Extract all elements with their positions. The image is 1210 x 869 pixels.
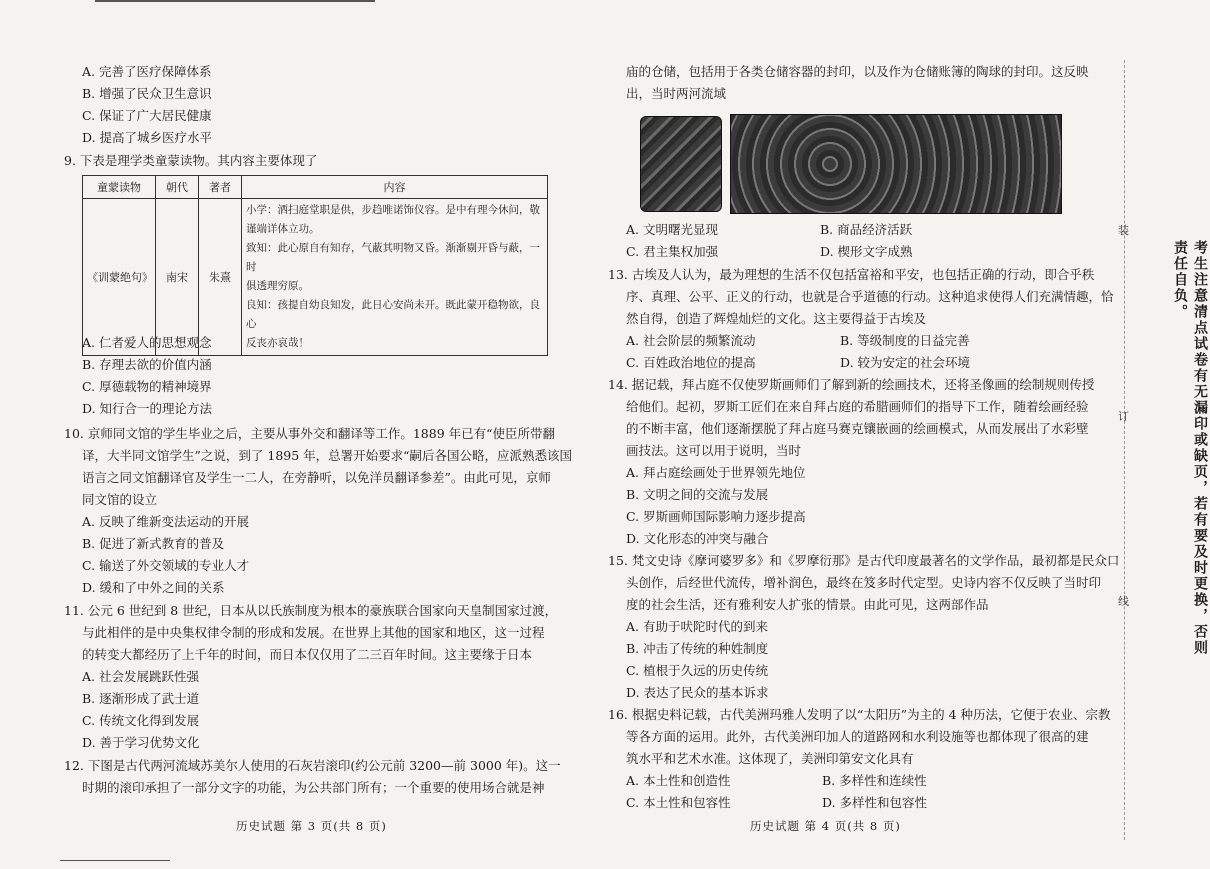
q13-option-d: D. 较为安定的社会环境 [840,355,971,370]
content-line: 致知：此心原自有知存，气蔽其明物又昏。渐渐剔开昏与蔽，一时 [246,242,540,273]
q12-option-d: D. 楔形文字成熟 [820,244,913,259]
q14-option-d: D. 文化形态的冲突与融合 [626,531,769,546]
q10-option-d: D. 缓和了中外之间的关系 [82,580,225,595]
q16-stem-line: 等各方面的运用。此外，古代美洲印加人的道路网和水利设施等也都体现了很高的建 [626,729,1089,744]
side-notice: 考生注意清点试卷有无漏印或缺页，若有要及时更换，否则责任自负。 [1172,240,1208,656]
seal-impression-image [730,114,1062,214]
q11-option-d: D. 善于学习优势文化 [82,735,200,750]
q16-option-d: D. 多样性和包容性 [822,795,928,810]
table-cell-book: 《训蒙绝句》 [83,199,156,356]
q13-stem-line: 13. 古埃及人认为，最为理想的生活不仅包括富裕和平安，也包括正确的行动，即合乎秩 [608,267,1095,282]
q10-stem-line: 译，大半同文馆学生”之说，到了 1895 年，总署开始要求“嗣后各国公略，应派熟悉该国 [82,448,573,463]
q12-cont-line: 出，当时两河流域 [626,86,727,101]
q8-option-d: D. 提高了城乡医疗水平 [82,130,213,145]
q9-stem: 9. 下表是理学类童蒙读物。其内容主要体现了 [64,153,318,168]
q10-option-a: A. 反映了维新变法运动的开展 [82,514,249,529]
q11-option-b: B. 逐渐形成了武士道 [82,691,200,706]
q11-option-c: C. 传统文化得到发展 [82,713,200,728]
page-footer: 历史试题 第 4 页(共 8 页) [750,819,901,833]
q11-option-a: A. 社会发展跳跃性强 [82,669,199,684]
content-line: 俱透理穷原。 [246,280,309,292]
q12-option-a: A. 文明曙光显现 [626,222,718,237]
content-line: 良知：孩提自幼良知发，此日心安尚未开。既此蒙开稳物欲，良心 [246,299,540,330]
table-header: 内容 [242,176,548,199]
q14-option-b: B. 文明之间的交流与发展 [626,487,769,502]
q12-cont-line: 庙的仓储，包括用于各类仓储容器的封印，以及作为仓储账簿的陶球的封印。这反映 [626,64,1089,79]
q10-stem-line: 10. 京师同文馆的学生毕业之后，主要从事外交和翻译等工作。1889 年已有“使臣所带翻 [64,426,556,441]
q9-option-d: D. 知行合一的理论方法 [82,401,213,416]
binding-mark: 线 [1118,595,1129,608]
q13-option-c: C. 百姓政治地位的提高 [626,355,756,370]
q16-option-c: C. 本土性和包容性 [626,795,731,810]
table-cell-author: 朱熹 [199,199,242,356]
q13-option-a: A. 社会阶层的频繁流动 [626,333,756,348]
q15-option-d: D. 表达了民众的基本诉求 [626,685,769,700]
cylinder-seal-image [640,116,722,212]
q13-stem-line: 序、真理、公平、正义的行动，也就是合乎道德的行动。这种追求使得人们充满情趣，恰 [626,289,1114,304]
q9-option-c: C. 厚德载物的精神境界 [82,379,212,394]
top-edge-line [95,0,375,2]
bottom-edge-line [60,860,170,861]
q15-stem-line: 度的社会生活，还有雅利安人扩张的情景。由此可见，这两部作品 [626,597,989,612]
q14-stem-line: 给他们。起初，罗斯工匠们在来自拜占庭的希腊画师们的指导下工作，随着绘画经验 [626,399,1089,414]
q9-option-b: B. 存理去欲的价值内涵 [82,357,212,372]
table-cell-content [242,199,548,356]
q16-stem-line: 16. 根据史料记载，古代美洲玛雅人发明了以“太阳历”为主的 4 种历法，它便于农业、宗教 [608,707,1111,722]
table-header: 童蒙读物 [83,176,156,199]
q10-option-b: B. 促进了新式教育的普及 [82,536,225,551]
table-header: 著者 [199,176,242,199]
q10-stem-line: 语言之同文馆翻译官及学生一二人，在旁静听，以免洋员翻译参差”。由此可见，京师 [82,470,551,485]
content-line: 反丧亦哀哉！ [246,337,309,349]
q8-option-a: A. 完善了医疗保障体系 [82,64,212,79]
q10-option-c: C. 输送了外交领域的专业人才 [82,558,250,573]
q12-stem-line: 时期的滚印承担了一部分文字的功能，为公共部门所有；一个重要的使用场合就是神 [82,780,545,795]
q10-stem-line: 同文馆的设立 [82,492,158,507]
q8-option-b: B. 增强了民众卫生意识 [82,86,212,101]
q15-option-a: A. 有助于吠陀时代的到来 [626,619,768,634]
q12-option-c: C. 君主集权加强 [626,244,719,259]
content-line: 小学：洒扫庭堂职是供，步趋唯诺饰仪容。是中有理今休问，敬 [246,204,540,216]
q16-option-a: A. 本土性和创造性 [626,773,731,788]
q14-stem-line: 画技法。这可以用于说明，当时 [626,443,802,458]
q12-option-b: B. 商品经济活跃 [820,222,913,237]
table-header: 朝代 [156,176,199,199]
q14-stem-line: 的不断丰富，他们逐渐摆脱了拜占庭马赛克镶嵌画的绘画模式，从而发展出了水彩壁 [626,421,1089,436]
q15-option-b: B. 冲击了传统的种姓制度 [626,641,769,656]
q13-stem-line: 然自得，创造了辉煌灿烂的文化。这主要得益于古埃及 [626,311,927,326]
q15-stem-line: 头创作，后经世代流传，增补润色，最终在笈多时代定型。史诗内容不仅反映了当时印 [626,575,1102,590]
left-page [0,0,600,869]
page-footer: 历史试题 第 3 页(共 8 页) [236,819,387,833]
binding-mark: 订 [1118,410,1129,423]
q11-stem-line: 的转变大都经历了上千年的时间，而日本仅仅用了二三百年时间。这主要缘于日本 [82,647,533,662]
q13-option-b: B. 等级制度的日益完善 [840,333,970,348]
q11-stem-line: 11. 公元 6 世纪到 8 世纪，日本从以氏族制度为根本的豪族联合国家向天皇制国家过渡， [64,603,558,618]
binding-dashed-line [1124,60,1125,840]
q14-option-a: A. 拜占庭绘画处于世界领先地位 [626,465,806,480]
q14-stem-line: 14. 据记载，拜占庭不仅使罗斯画师们了解到新的绘画技术，还将圣像画的绘制规则传授 [608,377,1095,392]
q8-option-c: C. 保证了广大居民健康 [82,108,212,123]
q12-stem-line: 12. 下图是古代两河流域苏美尔人使用的石灰岩滚印(约公元前 3200—前 3000 年)。这一 [64,758,561,773]
right-page [600,0,1200,869]
q16-stem-line: 筑水平和艺术水准。这体现了，美洲印第安文化具有 [626,751,914,766]
table-header-row [83,176,548,199]
q15-stem-line: 15. 梵文史诗《摩诃婆罗多》和《罗摩衍那》是古代印度最著名的文学作品，最初都是民众口 [608,553,1120,568]
binding-mark: 装 [1118,224,1129,237]
q9-table [82,175,548,356]
table-row [83,199,548,356]
content-line: 谨端详体立功。 [246,223,320,235]
q15-option-c: C. 植根于久远的历史传统 [626,663,769,678]
q14-option-c: C. 罗斯画师国际影响力逐步提高 [626,509,806,524]
table-cell-dynasty: 南宋 [156,199,199,356]
q9-option-a: A. 仁者爱人的思想观念 [82,335,212,350]
q11-stem-line: 与此相伴的是中央集权律令制的形成和发展。在世界上其他的国家和地区，这一过程 [82,625,545,640]
q16-option-b: B. 多样性和连续性 [822,773,927,788]
